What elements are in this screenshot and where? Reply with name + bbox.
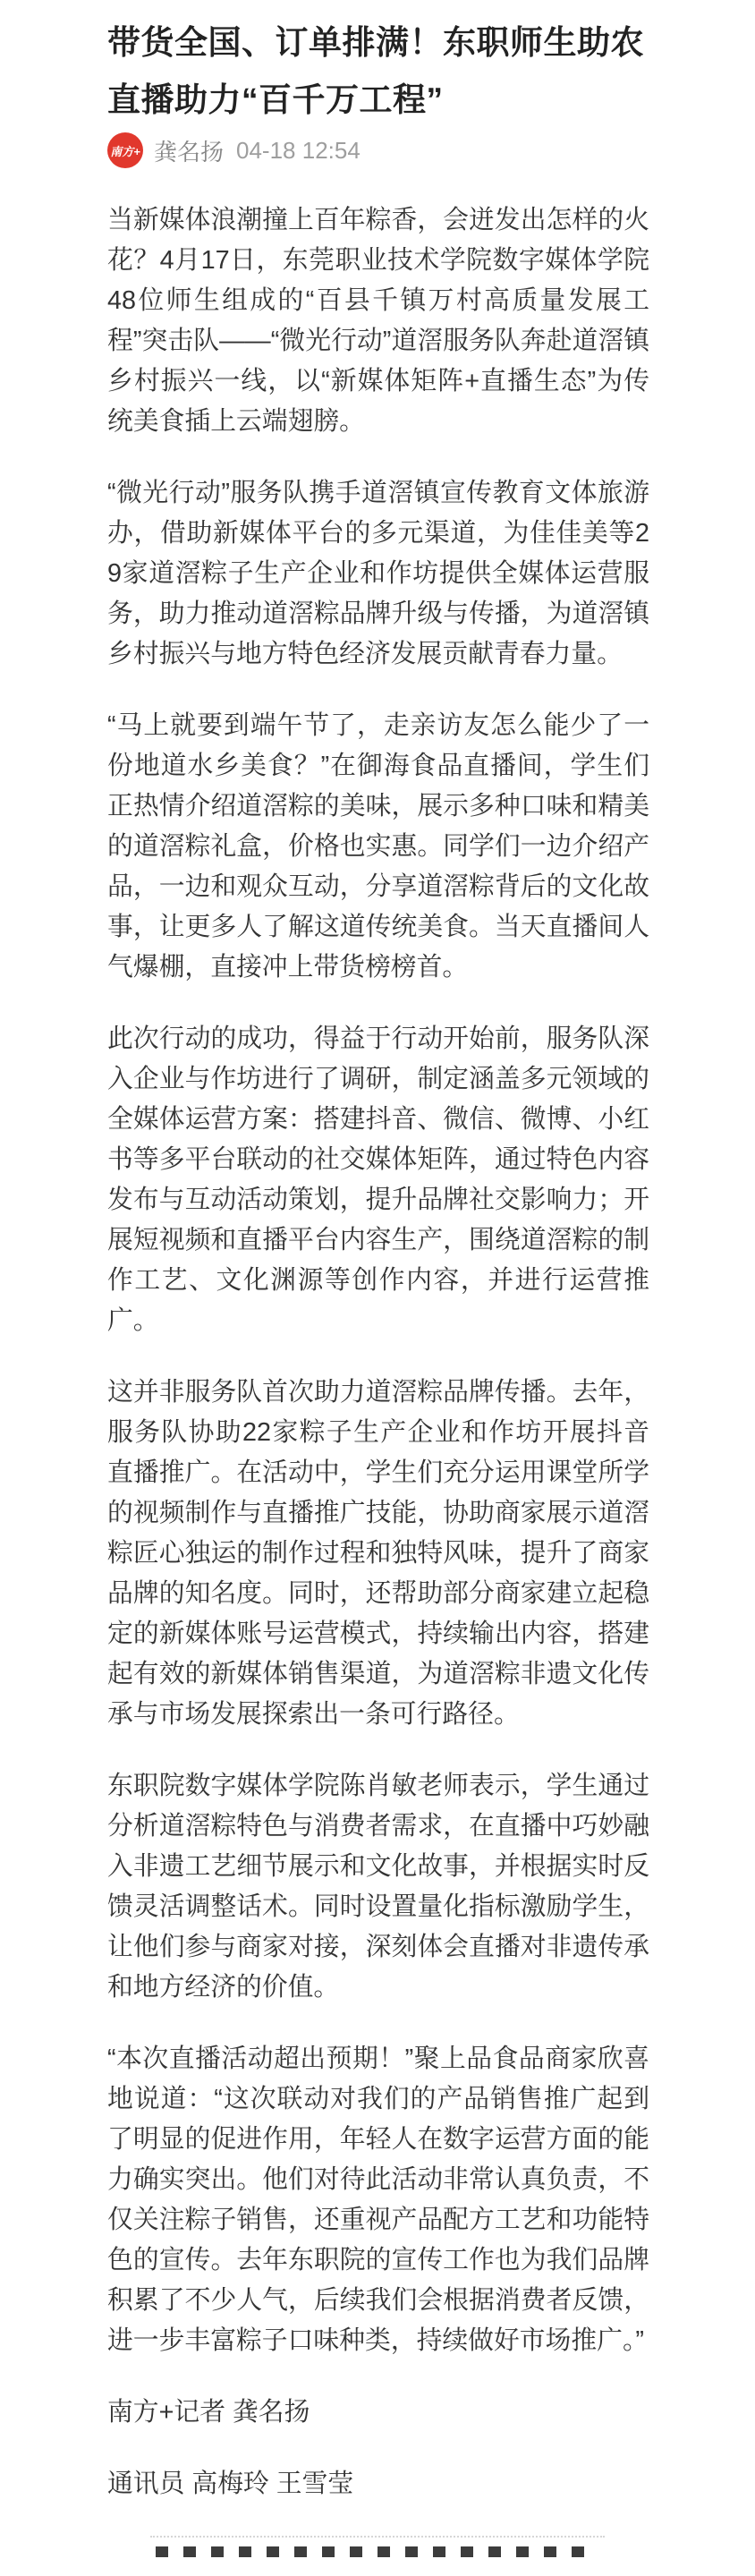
byline-reporter: 南方+记者 龚名扬 [107, 2398, 310, 2427]
article-paragraph: “马上就要到端午节了，走亲访友怎么能少了一份地道水乡美食？”在御海食品直播间，学生们正热情介绍道滘粽的美味，展示多种口味和精美的道滘粽礼盒，价格也实惠。同学们一边介绍产品，一边和观众互动，分享道滘粽背后的文化故事，让更多人了解这道传统美食。当天直播间人气爆棚，直接冲上带货榜榜首。 [107, 711, 649, 982]
article-paragraph: 东职院数字媒体学院陈肖敏老师表示，学生通过分析道滘粽特色与消费者需求，在直播中巧妙融入非遗工艺细节展示和文化故事，并根据实时反馈灵活调整话术。同时设置量化指标激励学生，让他们参与商家对接，深刻体会直播对非遗传承和地方经济的价值。 [107, 1772, 649, 2002]
article-paragraph: 这并非服务队首次助力道滘粽品牌传播。去年，服务队协助22家粽子生产企业和作坊开展抖音直播推广。在活动中，学生们充分运用课堂所学的视频制作与直播推广技能，协助商家展示道滘粽匠心独运的制作过程和独特风味，提升了商家品牌的知名度。同时，还帮助部分商家建立起稳定的新媒体账号运营模式，持续输出内容，搭建起有效的新媒体销售渠道，为道滘粽非遗文化传承与市场发展探索出一条可行路径。 [107, 1378, 649, 1729]
article-paragraph: 当新媒体浪潮撞上百年粽香，会迸发出怎样的火花？4月17日，东莞职业技术学院数字媒体学院48位师生组成的“百县千镇万村高质量发展工程”突击队——“微光行动”道滘服务队奔赴道滘镇乡村振兴一线，以“新媒体矩阵+直播生态”为传统美食插上云端翅膀。 [107, 206, 649, 436]
article-paragraph: 此次行动的成功，得益于行动开始前，服务队深入企业与作坊进行了调研，制定涵盖多元领域的全媒体运营方案：搭建抖音、微信、微博、小红书等多平台联动的社交媒体矩阵，通过特色内容发布与互动活动策划，提升品牌社交影响力；开展短视频和直播平台内容生产，围绕道滘粽的制作工艺、文化渊源等创作内容，并进行运营推广。 [107, 1024, 649, 1335]
dotted-divider [150, 2536, 605, 2538]
truncated-text-row [156, 2546, 599, 2557]
article-body [107, 200, 649, 2361]
byline-correspondent: 通讯员 高梅玲 王雪莹 [107, 2470, 354, 2498]
nanfang-plus-logo[interactable]: 南方+ [107, 132, 143, 168]
article-paragraph: “微光行动”服务队携手道滘镇宣传教育文体旅游办，借助新媒体平台的多元渠道，为佳佳美等29家道滘粽子生产企业和作坊提供全媒体运营服务，助力推动道滘粽品牌升级与传播，为道滘镇乡村振兴与地方特色经济发展贡献青春力量。 [107, 479, 649, 668]
author-name[interactable]: 龚名扬 [154, 138, 225, 166]
article-paragraph: “本次直播活动超出预期！”聚上品食品商家欣喜地说道：“这次联动对我们的产品销售推广起到了明显的促进作用，年轻人在数字运营方面的能力确实突出。他们对待此活动非常认真负责，不仅关注粽子销售，还重视产品配方工艺和功能特色的宣传。去年东职院的宣传工作也为我们品牌积累了不少人气，后续我们会根据消费者反馈，进一步丰富粽子口味种类，持续做好市场推广。” [107, 2045, 649, 2355]
publish-date: 04-18 12:54 [236, 136, 361, 164]
byline-block [107, 2393, 649, 2504]
author-row [107, 132, 649, 168]
page-title: 带货全国、订单排满！东职师生助农直播助力“百千万工程” [107, 24, 644, 118]
